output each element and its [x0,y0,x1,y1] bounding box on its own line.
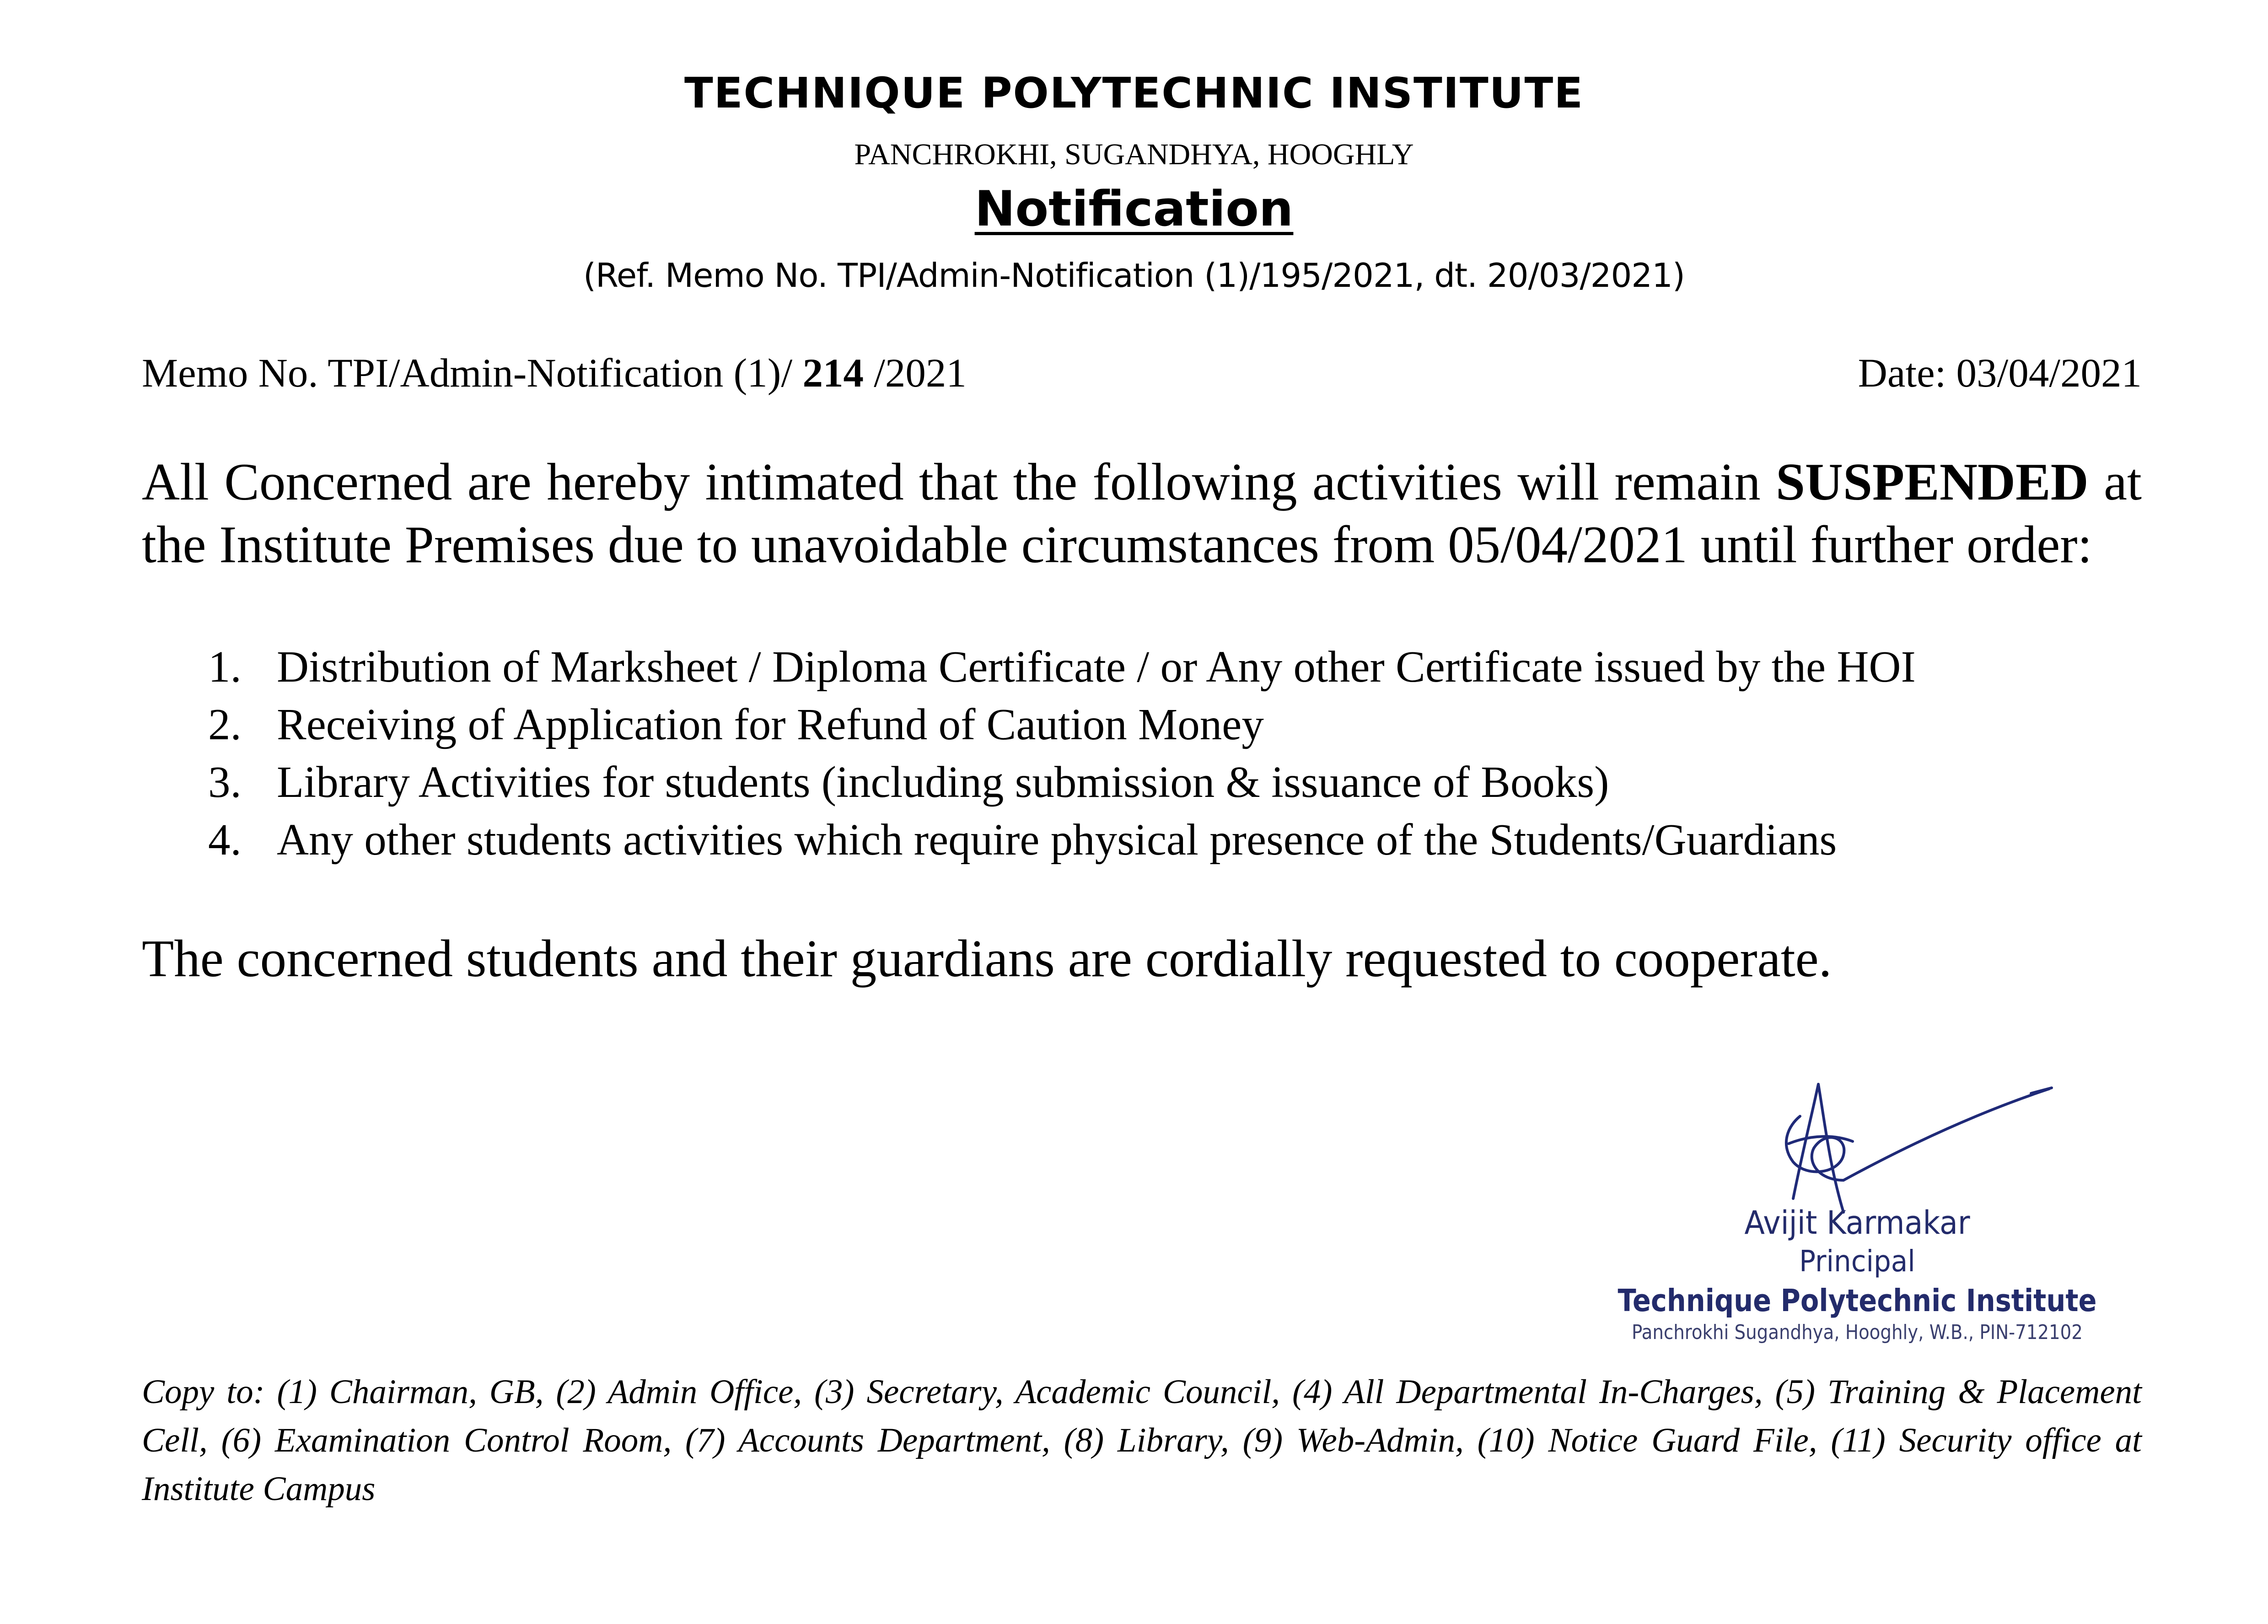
copy-to-list: Copy to: (1) Chairman, GB, (2) Admin Office, (3) Secretary, Academic Council, (4) All Departmental In-Charges, (5) Training & Placement Cell, (6) Examination Control Room, (7) Accounts Department, (8) Library, (9) Web-Admin, (10) Notice Guard File, (11) Security office at Institute Campus [142,1373,2142,1508]
list-item-text: Distribution of Marksheet / Diploma Certificate / or Any other Certificate issued by the HOI [277,642,1916,691]
suspended-activities-list [208,638,1916,869]
signatory-designation: Principal [1799,1245,1915,1279]
signatory-institute: Technique Polytechnic Institute [1618,1283,2097,1318]
memo-number: 214 [802,351,864,396]
intro-text-1: All Concerned are hereby intimated that the following activities will remain [142,453,1776,511]
list-item-number: 2. [208,700,242,749]
list-item-text: Any other students activities which require physical presence of the Students/Guardians [277,815,1837,864]
suspended-emphasis: SUSPENDED [1775,453,2089,511]
reference-memo: (Ref. Memo No. TPI/Admin-Notification (1)/195/2021, dt. 20/03/2021) [583,256,1685,295]
list-item [208,811,1916,869]
list-item-text: Library Activities for students (including submission & issuance of Books) [277,758,1609,807]
intro-text-2: at the Institute Premises due to unavoidable circumstances from 05/04/2021 until further order: [142,453,2142,574]
principal-stamp [1564,1203,2150,1345]
closing-statement: The concerned students and their guardians are cordially requested to cooperate. [142,930,1832,988]
signatory-name: Avijit Karmakar [1744,1204,1970,1242]
list-item-number: 1. [208,642,242,691]
signatory-address: Panchrokhi Sugandhya, Hooghly, W.B., PIN-712102 [1632,1321,2083,1344]
memo-number-line [142,350,967,397]
memo-prefix: Memo No. TPI/Admin-Notification (1)/ [142,351,803,396]
list-item-text: Receiving of Application for Refund of Caution Money [277,700,1264,749]
list-item [208,753,1916,811]
list-item-number: 4. [208,815,242,864]
document-title: Notification [974,181,1294,237]
list-item [208,638,1916,696]
intro-paragraph [142,451,2142,576]
institute-name: TECHNIQUE POLYTECHNIC INSTITUTE [684,69,1584,118]
memo-date: Date: 03/04/2021 [1858,351,2142,396]
memo-suffix: /2021 [863,351,967,396]
institute-address: PANCHROKHI, SUGANDHYA, HOOGHLY [854,138,1414,171]
list-item-number: 3. [208,758,242,807]
list-item [208,696,1916,753]
